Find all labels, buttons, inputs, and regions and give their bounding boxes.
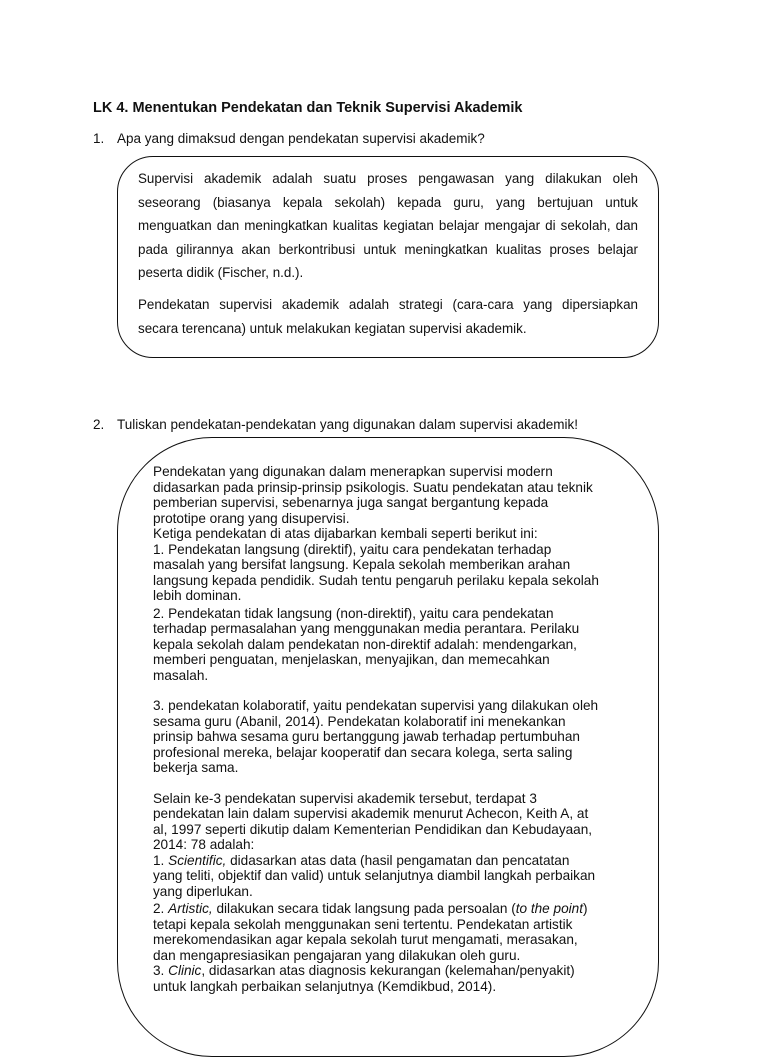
text-line: Ketiga pendekatan di atas dijabarkan kembali seperti berikut ini: <box>153 526 538 541</box>
text-line: bekerja sama. <box>153 760 239 775</box>
text-line: 1. Pendekatan langsung (direktif), yaitu cara pendekatan terhadap <box>153 541 552 557</box>
item-number: 3. <box>153 963 169 978</box>
item-number: 2. <box>153 901 169 916</box>
text-line: pendekatan lain dalam supervisi akademik menurut Achecon, Keith A, at <box>153 806 589 821</box>
page-title: LK 4. Menentukan Pendekatan dan Teknik Supervisi Akademik <box>93 100 523 116</box>
answer-box-2 <box>117 437 659 1057</box>
item-text: didasarkan atas data (hasil pengamatan dan pencatatan <box>226 852 570 868</box>
text-line: masalah yang bersifat langsung. Kepala sekolah memberikan arahan <box>153 557 571 572</box>
item-term: Artistic, <box>168 901 213 916</box>
answer-box-1 <box>117 156 659 358</box>
text-line: 2014: 78 adalah: <box>153 837 255 852</box>
text-line: lebih dominan. <box>153 588 242 603</box>
question-number: 2. <box>93 417 105 432</box>
text-line: kepala sekolah dalam pendekatan non-direktif adalah: mendengarkan, <box>153 636 577 652</box>
text-line: tetapi kepala sekolah menggunakan seni tertentu. Pendekatan artistik <box>153 916 573 932</box>
text-line: pemberian supervisi, sebenarnya juga sangat bergantung kepada <box>153 495 549 510</box>
scientific-item <box>153 853 628 869</box>
text-line: Pendekatan yang digunakan dalam menerapkan supervisi modern <box>153 464 553 479</box>
artistic-item <box>153 901 628 917</box>
text-line: merekomendasikan agar kepala sekolah turut mengamati, merasakan, <box>153 932 578 947</box>
text-line: 3. pendekatan kolaboratif, yaitu pendekatan supervisi yang dilakukan oleh <box>153 698 599 713</box>
item-term: Clinic <box>168 963 202 978</box>
question-text: Apa yang dimaksud dengan pendekatan supervisi akademik? <box>117 131 485 146</box>
item-number: 1. <box>153 852 169 868</box>
text-line: Selain ke-3 pendekatan supervisi akademik tersebut, terdapat 3 <box>153 790 537 806</box>
text-line: sesama guru (Abanil, 2014). Pendekatan kolaboratif ini menekankan <box>153 713 566 729</box>
text-line: yang teliti, objektif dan valid) untuk selanjutnya diambil langkah perbaikan <box>153 868 596 883</box>
question-2 <box>93 417 578 432</box>
text-line: 2. Pendekatan tidak langsung (non-direktif), yaitu cara pendekatan <box>153 605 554 621</box>
item-text: dilakukan secara tidak langsung pada persoalan ( <box>212 901 516 916</box>
item-term: to the point <box>515 901 583 916</box>
text-line: prinsip bahwa sesama guru bertanggung jawab terhadap pertumbuhan <box>153 729 580 744</box>
text-line: dan mengapresiasikan pengajaran yang dilakukan oleh guru. <box>153 947 521 963</box>
item-text: , didasarkan atas diagnosis kekurangan (kelemahan/penyakit) <box>201 963 575 978</box>
text-line: prototipe orang yang disupervisi. <box>153 510 350 526</box>
text-line: al, 1997 seperti dikutip dalam Kementerian Pendidikan dan Kebudayaan, <box>153 821 593 837</box>
text-line: yang diperlukan. <box>153 883 253 899</box>
answer-paragraph: Supervisi akademik adalah suatu proses pengawasan yang dilakukan oleh seseorang (biasanya kepala sekolah) kepada guru, yang bertujuan untuk menguatkan dan meningkatkan kualitas kegiatan belajar mengajar di sekolah, dan pada gilirannya akan berkontribusi untuk meningkatkan kualitas proses belajar peserta didik (Fischer, n.d.). <box>138 171 638 280</box>
answer-paragraph: Pendekatan supervisi akademik adalah strategi (cara-cara yang dipersiapkan secara terencana) untuk melakukan kegiatan supervisi akademik. <box>138 297 638 336</box>
question-number: 1. <box>93 131 105 146</box>
item-term: Scientific, <box>168 852 227 868</box>
text-line: masalah. <box>153 667 209 683</box>
clinic-item <box>153 963 628 979</box>
question-text: Tuliskan pendekatan-pendekatan yang digunakan dalam supervisi akademik! <box>117 417 579 432</box>
text-line: langsung kepada pendidik. Sudah tentu pengaruh perilaku kepala sekolah <box>153 572 599 588</box>
text-line: didasarkan pada prinsip-prinsip psikologis. Suatu pendekatan atau teknik <box>153 479 593 495</box>
text-line: terhadap permasalahan yang menggunakan media perantara. Perilaku <box>153 621 580 636</box>
answer-content <box>153 464 628 994</box>
text-line: profesional mereka, belajar kooperatif dan secara kolega, serta saling <box>153 744 573 760</box>
text-line: memberi penguatan, menjelaskan, menyajikan, dan memecahkan <box>153 652 550 667</box>
item-text: ) <box>583 901 588 916</box>
text-line: untuk langkah perbaikan selanjutnya (Kemdikbud, 2014). <box>153 978 497 994</box>
question-1 <box>93 131 485 146</box>
